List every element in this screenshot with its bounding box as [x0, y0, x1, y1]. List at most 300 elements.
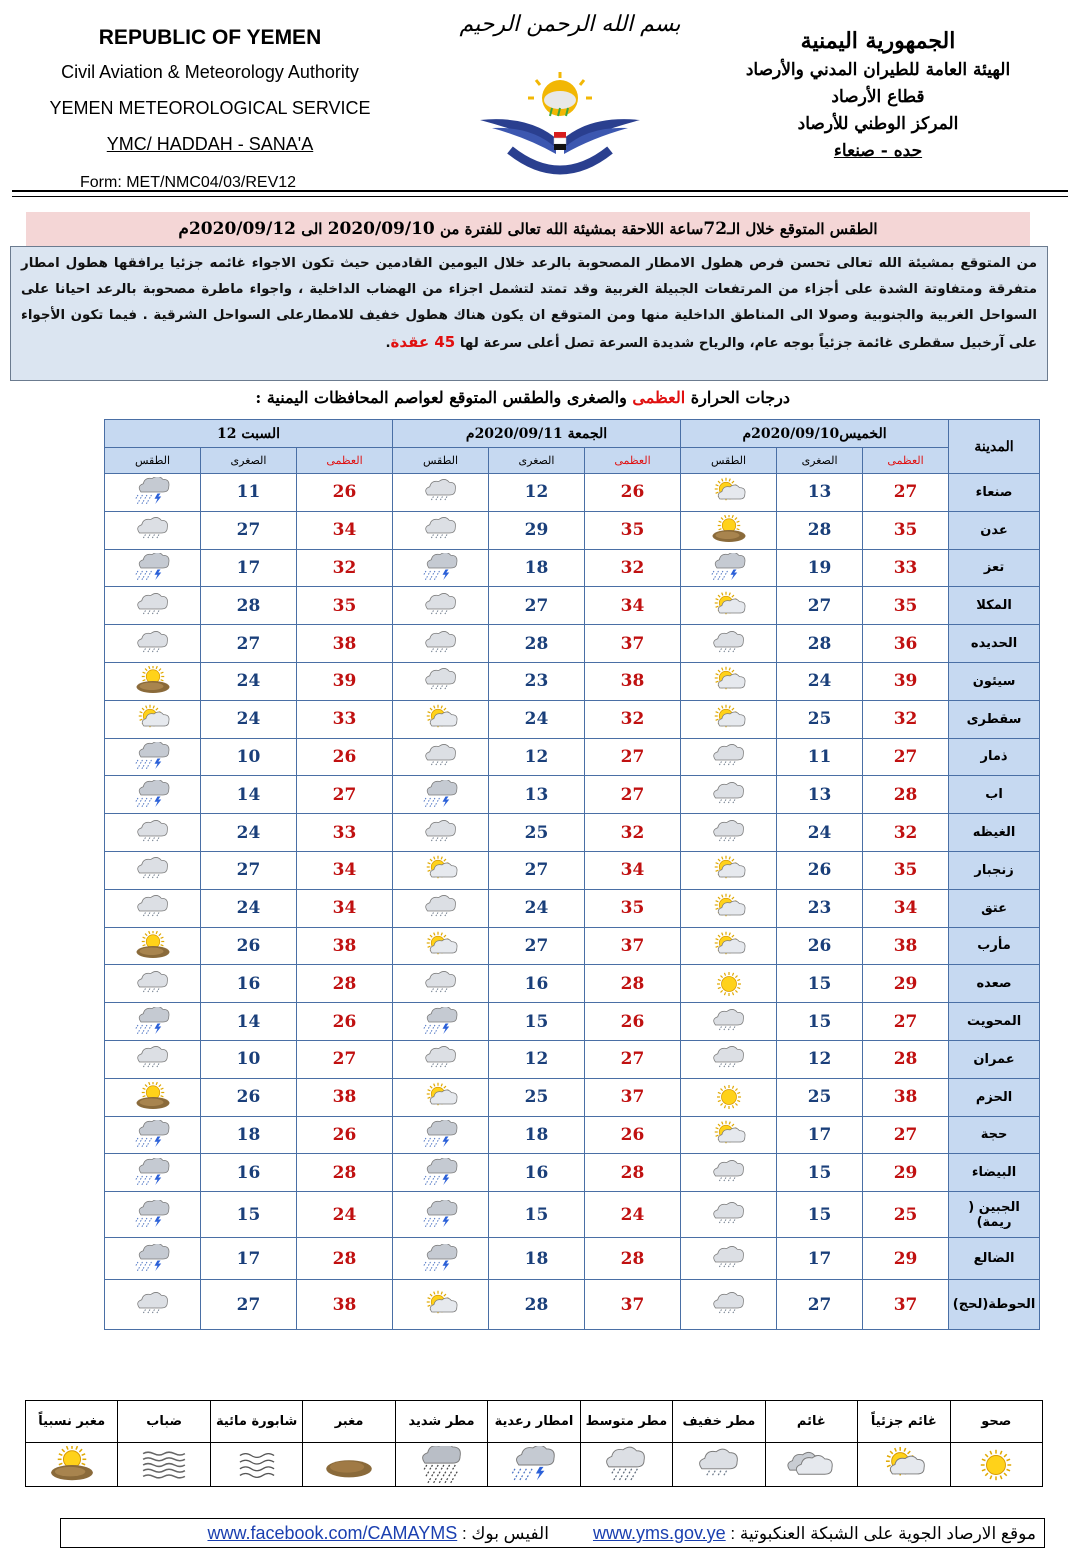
partly-icon [393, 851, 489, 889]
max-temp: 27 [297, 776, 393, 814]
legend-label: غائم جزئياً [858, 1401, 950, 1443]
city-name: الجبين ( ريمة) [949, 1192, 1040, 1238]
dust-sun-icon [105, 662, 201, 700]
table-row [105, 1003, 1040, 1041]
cloudy-icon [765, 1443, 857, 1487]
min-temp: 12 [489, 1040, 585, 1078]
city-name: مأرب [949, 927, 1040, 965]
city-name: المحويت [949, 1003, 1040, 1041]
min-temp: 12 [777, 1040, 863, 1078]
light-rain-icon [393, 1040, 489, 1078]
city-name: صعده [949, 965, 1040, 1003]
light-rain-icon [393, 814, 489, 852]
min-temp: 28 [777, 625, 863, 663]
light-rain-icon [673, 1443, 765, 1487]
logo-text: CIVIL AVIATION & METEOROLOGY AUTHORITY [509, 175, 611, 180]
max-temp: 27 [585, 1040, 681, 1078]
mist-icon [210, 1443, 302, 1487]
min-temp: 23 [489, 662, 585, 700]
min-temp: 13 [777, 776, 863, 814]
max-temp: 34 [863, 889, 949, 927]
sunny-icon [950, 1443, 1042, 1487]
thunder-rain-icon [393, 1154, 489, 1192]
table-row [105, 1154, 1040, 1192]
min-temp: 27 [201, 625, 297, 663]
city-name: اب [949, 776, 1040, 814]
light-rain-icon [681, 1154, 777, 1192]
min-temp: 16 [489, 1154, 585, 1192]
min-temp: 11 [777, 738, 863, 776]
service-name: YEMEN METEOROLOGICAL SERVICE [49, 98, 371, 118]
min-temp: 16 [201, 1154, 297, 1192]
table-row [105, 1280, 1040, 1330]
legend-label: غائم [765, 1401, 857, 1443]
partly-icon [681, 474, 777, 512]
max-temp: 35 [297, 587, 393, 625]
min-temp: 10 [201, 1040, 297, 1078]
max-temp: 32 [863, 814, 949, 852]
max-temp: 35 [863, 511, 949, 549]
basmala: بسم الله الرحمن الرحيم [459, 12, 681, 37]
min-temp: 27 [201, 511, 297, 549]
min-temp: 27 [489, 851, 585, 889]
max-temp: 27 [585, 776, 681, 814]
city-name: حجة [949, 1116, 1040, 1154]
max-temp: 27 [863, 738, 949, 776]
max-temp: 35 [863, 851, 949, 889]
forecast-summary: من المتوقع بمشيئة الله تعالى تحسن فرص هطول الامطار المصحوبة بالرعد خلال اليومين القادمين حيث تكون الاجواء غائمه جزئيا يرافقها هطول امطار متفرقة ومتفاوتة الشدة على أجزاء من المرتفعات الجبيلة الغربية وقد تمتد لتشمل اجزاء من الهضاب الداخلية ، واجواء ماطرة مصحوبة بالرعد احيانا على السواحل الغربية والجنوبية وصولا الى المناطق الداخلية منها ومن المتوقع ان يكون هناك هطول خفيف للامطارعلى السواحل الشرقية . فيما تكون الأجواء على آرخبيل سقطرى غائمة جزئياً بوجه عام، والرياح شديدة السرعة تصل أعلى سرعة لها 45 عقدة. [10, 246, 1048, 381]
max-temp: 38 [297, 625, 393, 663]
city-name: الحديده [949, 625, 1040, 663]
light-rain-icon [393, 965, 489, 1003]
max-temp: 33 [863, 549, 949, 587]
city-name: الغيظه [949, 814, 1040, 852]
facebook-label: الفيس بوك : [457, 1524, 549, 1543]
city-name: تعز [949, 549, 1040, 587]
light-rain-icon [681, 1280, 777, 1330]
table-row [105, 851, 1040, 889]
min-temp: 28 [201, 587, 297, 625]
min-subheader: الصغرى [777, 448, 863, 474]
max-temp: 38 [863, 927, 949, 965]
light-rain-icon [393, 662, 489, 700]
max-subheader: العظمى [585, 448, 681, 474]
min-temp: 15 [777, 1192, 863, 1238]
table-row [105, 1238, 1040, 1280]
table-row [105, 814, 1040, 852]
table-row [105, 474, 1040, 512]
max-temp: 38 [585, 662, 681, 700]
partly-icon [681, 851, 777, 889]
min-temp: 14 [201, 776, 297, 814]
wx-subheader: الطقس [681, 448, 777, 474]
light-rain-icon [105, 587, 201, 625]
max-temp: 28 [863, 1040, 949, 1078]
min-temp: 19 [777, 549, 863, 587]
footer-links [60, 1518, 1045, 1548]
center-name-ar: المركز الوطني للأرصاد [797, 114, 959, 134]
max-temp: 27 [585, 738, 681, 776]
table-row [105, 1078, 1040, 1116]
thunder-rain-icon [105, 1154, 201, 1192]
thunder-rain-icon [393, 1003, 489, 1041]
max-temp: 39 [863, 662, 949, 700]
header-divider-thin [12, 196, 1068, 197]
center-location: YMC/ HADDAH - SANA'A [106, 134, 314, 154]
partly-icon [393, 927, 489, 965]
max-temp: 29 [863, 1238, 949, 1280]
dust-sun-icon [105, 1078, 201, 1116]
table-row [105, 549, 1040, 587]
authority-name: Civil Aviation & Meteorology Authority [61, 62, 359, 82]
min-temp: 13 [777, 474, 863, 512]
min-temp: 24 [201, 814, 297, 852]
min-temp: 25 [489, 1078, 585, 1116]
legend-label: ضباب [118, 1401, 210, 1443]
min-temp: 15 [489, 1003, 585, 1041]
thunder-rain-icon [393, 1238, 489, 1280]
min-temp: 17 [201, 549, 297, 587]
header-divider [12, 190, 1068, 192]
header-arabic [728, 28, 1028, 168]
max-temp: 28 [297, 965, 393, 1003]
min-temp: 29 [489, 511, 585, 549]
city-name: سقطرى [949, 700, 1040, 738]
light-rain-icon [681, 625, 777, 663]
min-temp: 28 [777, 511, 863, 549]
city-name: الحوطة(لحج) [949, 1280, 1040, 1330]
partly-icon [393, 1078, 489, 1116]
max-temp: 35 [585, 889, 681, 927]
light-rain-icon [105, 625, 201, 663]
min-temp: 18 [201, 1116, 297, 1154]
light-rain-icon [681, 1040, 777, 1078]
min-temp: 24 [201, 700, 297, 738]
max-temp: 29 [863, 1154, 949, 1192]
min-temp: 26 [777, 851, 863, 889]
light-rain-icon [105, 889, 201, 927]
city-name: صنعاء [949, 474, 1040, 512]
thunder-rain-icon [393, 1116, 489, 1154]
fog-icon [118, 1443, 210, 1487]
min-temp: 16 [201, 965, 297, 1003]
max-temp: 37 [585, 625, 681, 663]
max-temp: 35 [863, 587, 949, 625]
min-temp: 25 [777, 1078, 863, 1116]
max-temp: 28 [297, 1154, 393, 1192]
min-temp: 17 [777, 1116, 863, 1154]
max-subheader: العظمى [863, 448, 949, 474]
light-rain-icon [393, 625, 489, 663]
legend-label: شابورة مائية [210, 1401, 302, 1443]
city-name: سيئون [949, 662, 1040, 700]
max-temp: 26 [297, 1003, 393, 1041]
legend-label: صحو [950, 1401, 1042, 1443]
city-name: الضالع [949, 1238, 1040, 1280]
light-rain-icon [393, 474, 489, 512]
min-temp: 18 [489, 1238, 585, 1280]
max-temp: 24 [585, 1192, 681, 1238]
min-temp: 10 [201, 738, 297, 776]
light-rain-icon [105, 511, 201, 549]
website-label: موقع الارصاد الجوية على الشبكة العنكبوتية : [725, 1524, 1036, 1543]
max-temp: 38 [863, 1078, 949, 1116]
sunny-icon [681, 965, 777, 1003]
header-english [30, 26, 390, 170]
facebook-link[interactable]: www.facebook.com/CAMAYMS [207, 1523, 458, 1543]
day-header-1: الخميس2020/09/10م [681, 420, 949, 448]
min-temp: 28 [489, 1280, 585, 1330]
partly-icon [393, 700, 489, 738]
max-temp: 28 [585, 1154, 681, 1192]
max-temp: 28 [297, 1238, 393, 1280]
min-temp: 15 [777, 965, 863, 1003]
max-temp: 26 [585, 1003, 681, 1041]
max-temp: 38 [297, 927, 393, 965]
max-temp: 34 [585, 587, 681, 625]
max-temp: 36 [863, 625, 949, 663]
table-row [105, 511, 1040, 549]
thunder-rain-icon [681, 549, 777, 587]
partly-icon [681, 889, 777, 927]
min-temp: 24 [201, 662, 297, 700]
max-temp: 34 [297, 889, 393, 927]
min-temp: 26 [201, 927, 297, 965]
max-temp: 26 [585, 474, 681, 512]
min-temp: 18 [489, 549, 585, 587]
wx-subheader: الطقس [105, 448, 201, 474]
light-rain-icon [393, 511, 489, 549]
city-name: زنجبار [949, 851, 1040, 889]
location-ar: حده - صنعاء [833, 141, 923, 161]
table-row [105, 1040, 1040, 1078]
min-temp: 24 [777, 662, 863, 700]
dust-sun-icon [105, 927, 201, 965]
light-rain-icon [681, 814, 777, 852]
city-name: البيضاء [949, 1154, 1040, 1192]
max-temp: 34 [585, 851, 681, 889]
website-link[interactable]: www.yms.gov.ye [592, 1523, 726, 1543]
thunder-rain-icon [105, 474, 201, 512]
max-temp: 28 [585, 965, 681, 1003]
light-rain-icon [105, 1040, 201, 1078]
thunder-rain-icon [105, 738, 201, 776]
partly-icon [681, 662, 777, 700]
max-temp: 26 [585, 1116, 681, 1154]
min-temp: 13 [489, 776, 585, 814]
max-temp: 32 [863, 700, 949, 738]
min-temp: 15 [777, 1003, 863, 1041]
form-code: Form: MET/NMC04/03/REV12 [80, 174, 297, 190]
thunder-rain-icon [105, 1192, 201, 1238]
min-temp: 27 [489, 927, 585, 965]
light-rain-icon [681, 1003, 777, 1041]
legend-label: مغبر [303, 1401, 395, 1443]
max-subheader: العظمى [297, 448, 393, 474]
partly-icon [681, 587, 777, 625]
min-temp: 15 [489, 1192, 585, 1238]
light-rain-icon [681, 776, 777, 814]
thunder-rain-icon [105, 1003, 201, 1041]
city-name: عتق [949, 889, 1040, 927]
day-header-2: الجمعة 2020/09/11م [393, 420, 681, 448]
light-rain-icon [393, 889, 489, 927]
max-temp: 26 [297, 474, 393, 512]
light-rain-icon [681, 738, 777, 776]
min-temp: 17 [201, 1238, 297, 1280]
partly-icon [105, 700, 201, 738]
city-name: المكلا [949, 587, 1040, 625]
light-rain-icon [393, 738, 489, 776]
moderate-rain-icon [580, 1443, 672, 1487]
max-temp: 37 [585, 1078, 681, 1116]
partly-icon [681, 927, 777, 965]
forecast-title: الطقس المتوقع خلال الـ72ساعة اللاحقة بمشيئة الله تعالى للفترة من 2020/09/10 الى 2020/09/12م [26, 212, 1030, 246]
min-temp: 15 [777, 1154, 863, 1192]
max-temp: 32 [585, 814, 681, 852]
min-temp: 11 [201, 474, 297, 512]
heavy-rain-icon [395, 1443, 487, 1487]
city-name: عمران [949, 1040, 1040, 1078]
partly-icon [681, 1116, 777, 1154]
min-temp: 26 [777, 927, 863, 965]
min-temp: 24 [489, 700, 585, 738]
max-temp: 32 [297, 549, 393, 587]
min-temp: 14 [201, 1003, 297, 1041]
dust-sun-icon [26, 1443, 118, 1487]
thunder-rain-icon [105, 549, 201, 587]
min-temp: 24 [489, 889, 585, 927]
light-rain-icon [105, 1280, 201, 1330]
max-temp: 27 [863, 1003, 949, 1041]
min-temp: 12 [489, 474, 585, 512]
partly-icon [858, 1443, 950, 1487]
min-temp: 25 [489, 814, 585, 852]
city-name: الحزم [949, 1078, 1040, 1116]
max-temp: 33 [297, 814, 393, 852]
max-temp: 27 [863, 474, 949, 512]
table-row [105, 738, 1040, 776]
max-temp: 32 [585, 549, 681, 587]
max-temp: 27 [297, 1040, 393, 1078]
max-temp: 39 [297, 662, 393, 700]
thunder-rain-icon [393, 1192, 489, 1238]
max-temp: 28 [863, 776, 949, 814]
max-temp: 34 [297, 851, 393, 889]
max-temp: 26 [297, 1116, 393, 1154]
table-row [105, 700, 1040, 738]
legend-label: مغبر نسبياً [26, 1401, 118, 1443]
legend-label: مطر متوسط [580, 1401, 672, 1443]
authority-name-ar: الهيئة العامة للطيران المدني والأرصاد [745, 60, 1011, 80]
max-temp: 38 [297, 1078, 393, 1116]
light-rain-icon [105, 851, 201, 889]
min-subheader: الصغرى [201, 448, 297, 474]
max-temp: 35 [585, 511, 681, 549]
partly-icon [393, 1280, 489, 1330]
table-row [105, 587, 1040, 625]
thunder-rain-icon [105, 776, 201, 814]
authority-logo [470, 70, 650, 190]
city-name: عدن [949, 511, 1040, 549]
max-temp: 34 [297, 511, 393, 549]
min-temp: 25 [777, 700, 863, 738]
light-rain-icon [105, 814, 201, 852]
min-temp: 27 [201, 851, 297, 889]
max-temp: 24 [297, 1192, 393, 1238]
min-temp: 27 [201, 1280, 297, 1330]
sector-name-ar: قطاع الأرصاد [831, 87, 925, 107]
min-temp: 23 [777, 889, 863, 927]
min-temp: 17 [777, 1238, 863, 1280]
table-title: درجات الحرارة العظمى والصغرى والطقس المتوقع لعواصم المحافظات اليمنية : [255, 388, 790, 407]
light-rain-icon [393, 587, 489, 625]
dust-icon [303, 1443, 395, 1487]
min-temp: 26 [201, 1078, 297, 1116]
thunder-rain-icon [393, 776, 489, 814]
min-temp: 27 [489, 587, 585, 625]
country-name: REPUBLIC OF YEMEN [98, 26, 322, 49]
min-temp: 24 [777, 814, 863, 852]
table-row [105, 662, 1040, 700]
wx-subheader: الطقس [393, 448, 489, 474]
min-temp: 15 [201, 1192, 297, 1238]
legend-label: مطر خفيف [673, 1401, 765, 1443]
day-header-3: السبت 12 [105, 420, 393, 448]
max-temp: 37 [585, 927, 681, 965]
light-rain-icon [681, 1192, 777, 1238]
max-temp: 25 [863, 1192, 949, 1238]
max-temp: 33 [297, 700, 393, 738]
min-temp: 24 [201, 889, 297, 927]
table-row [105, 625, 1040, 663]
city-name: ذمار [949, 738, 1040, 776]
partly-icon [681, 700, 777, 738]
dust-sun-icon [681, 511, 777, 549]
light-rain-icon [681, 1238, 777, 1280]
sunny-icon [681, 1078, 777, 1116]
table-row [105, 1192, 1040, 1238]
max-temp: 28 [585, 1238, 681, 1280]
city-column-header: المدينة [949, 420, 1040, 474]
max-temp: 27 [863, 1116, 949, 1154]
min-subheader: الصغرى [489, 448, 585, 474]
table-row [105, 927, 1040, 965]
min-temp: 16 [489, 965, 585, 1003]
min-temp: 28 [489, 625, 585, 663]
max-temp: 37 [863, 1280, 949, 1330]
max-temp: 32 [585, 700, 681, 738]
min-temp: 12 [489, 738, 585, 776]
max-temp: 29 [863, 965, 949, 1003]
min-temp: 18 [489, 1116, 585, 1154]
max-wind-speed: 45 عقدة [390, 333, 456, 351]
min-temp: 27 [777, 587, 863, 625]
light-rain-icon [105, 965, 201, 1003]
thunder-rain-icon [393, 549, 489, 587]
thunder-rain-icon [105, 1116, 201, 1154]
min-temp: 27 [777, 1280, 863, 1330]
table-row [105, 965, 1040, 1003]
max-temp: 37 [585, 1280, 681, 1330]
thunder-rain-icon [105, 1238, 201, 1280]
country-name-ar: الجمهورية اليمنية [800, 28, 956, 54]
table-row [105, 1116, 1040, 1154]
max-temp: 38 [297, 1280, 393, 1330]
legend-label: امطار رعدية [488, 1401, 580, 1443]
table-row [105, 776, 1040, 814]
forecast-table [104, 419, 1040, 1330]
